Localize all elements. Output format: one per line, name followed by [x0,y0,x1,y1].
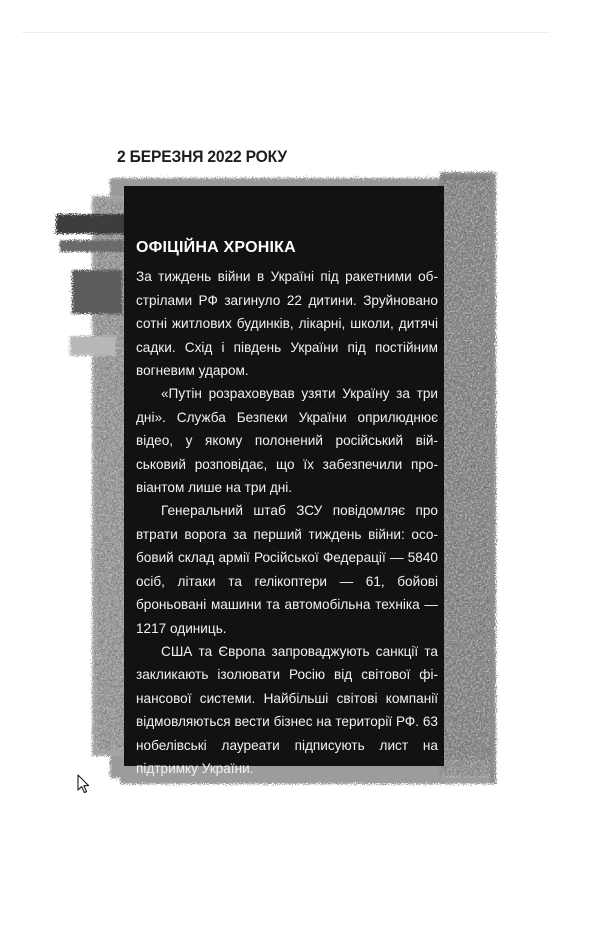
chronicle-paragraph-1: За тиждень війни в Україні під ракетними обстрілами РФ загинуло 22 дитини. Зруйновано сотні житлових будинків, лікарні, школи, дитячі садки. Схід і південь України під постійним вогневим ударом. [136,269,438,379]
chronicle-title: ОФІЦІЙНА ХРОНІКА [136,239,296,256]
chronicle-content [136,236,438,780]
chronicle-paragraph-4: США та Європа запроваджують санкції та закликають ізолювати Росію від світової фінансової системи. Найбільші світові компанії відмовляються вести бізнес на території РФ. 63 нобелівські лауреати підписують лист на підтримку України. [136,643,438,776]
chronicle-paragraph-2: «Путін розраховував узяти Україну за три дні». Служба Безпеки України оприлюднює відео, у якому полонений російський військовий розповідає, що їх забезпечили провіантом лише на три дні. [136,386,438,496]
mouse-pointer-icon [77,774,91,794]
chronicle-paragraph-3: Генеральний штаб ЗСУ повідомляє про втрати ворога за перший тиждень війни: особовий склад армії Російської Федерації — 5840 осіб, літаки та гелікоптери — 61, бойові броньовані машини та автомобільна техніка — 1217 одиниць. [136,503,438,636]
date-heading: 2 БЕРЕЗНЯ 2022 РОКУ [117,147,287,166]
